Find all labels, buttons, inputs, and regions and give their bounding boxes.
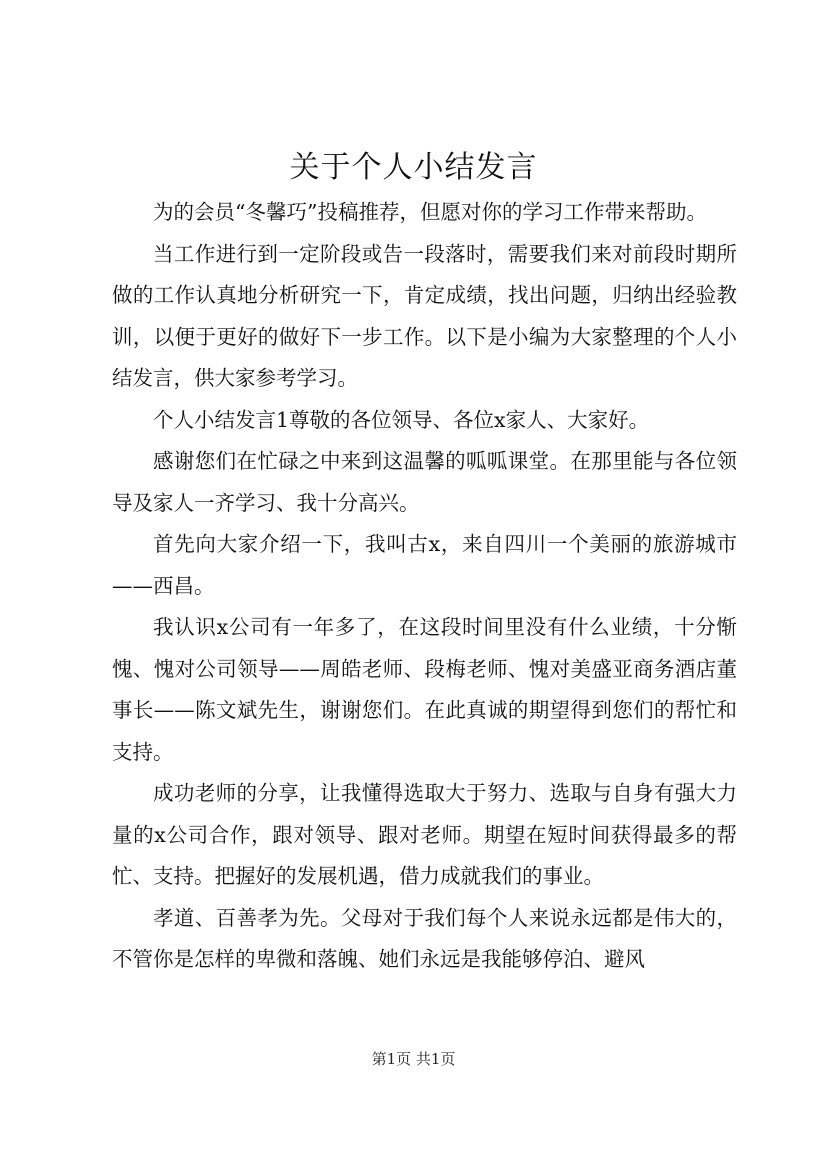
paragraph: 我认识x公司有一年多了，在这段时间里没有什么业绩，十分惭愧、愧对公司领导——周皓老师、段梅老师、愧对美盛亚商务酒店董事长——陈文斌先生，谢谢您们。在此真诚的期望得到您们的帮忙和支持。 xyxy=(112,615,737,764)
paragraph: 首先向大家介绍一下，我叫古x，来自四川一个美丽的旅游城市——西昌。 xyxy=(112,532,737,598)
document-title: 关于个人小结发言 xyxy=(289,150,538,185)
paragraph: 孝道、百善孝为先。父母对于我们每个人来说永远都是伟大的，不管你是怎样的卑微和落魄、她们永远是我能够停泊、避风 xyxy=(112,905,737,971)
paragraph: 为的会员“冬馨巧”投稿推荐，但愿对你的学习工作带来帮助。 xyxy=(153,200,707,224)
document-body xyxy=(112,192,737,981)
paragraph: 成功老师的分享，让我懂得选取大于努力、选取与自身有强大力量的x公司合作，跟对领导、跟对老师。期望在短时间获得最多的帮忙、支持。把握好的发展机遇，借力成就我们的事业。 xyxy=(112,781,737,888)
page-footer: 第1页 共1页 xyxy=(371,1050,456,1068)
paragraph: 感谢您们在忙碌之中来到这温馨的呱呱课堂。在那里能与各位领导及家人一齐学习、我十分高兴。 xyxy=(112,449,737,515)
paragraph: 个人小结发言1尊敬的各位领导、各位x家人、大家好。 xyxy=(153,407,650,432)
paragraph: 当工作进行到一定阶段或告一段落时，需要我们来对前段时期所做的工作认真地分析研究一下，肯定成绩，找出问题，归纳出经验教训，以便于更好的做好下一步工作。以下是小编为大家整理的个人小结发言，供大家参考学习。 xyxy=(112,241,737,390)
